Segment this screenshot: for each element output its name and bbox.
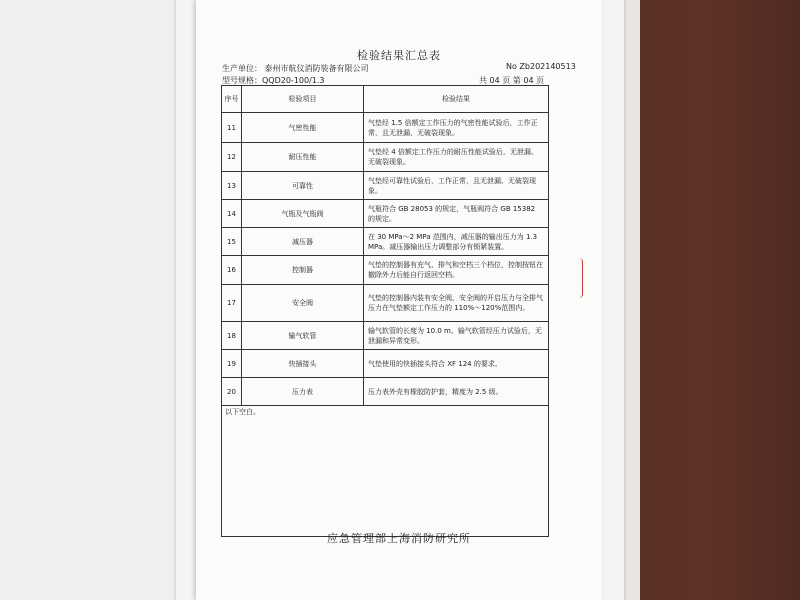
issuing-organization: 应急管理部上海消防研究所 bbox=[327, 532, 471, 545]
row-item: 减压器 bbox=[242, 228, 364, 255]
row-result: 气垫使用的快插接头符合 XF 124 的要求。 bbox=[368, 359, 502, 368]
row-item: 安全阀 bbox=[242, 285, 364, 321]
row-result: 气垫经 4 倍额定工作压力的耐压性能试验后，无泄漏、无破裂现象。 bbox=[368, 148, 538, 166]
page-count: 共 04 页 第 04 页 bbox=[479, 76, 545, 85]
producer-line: 生产单位： 泰州市航仪消防装备有限公司 bbox=[222, 64, 369, 73]
row-result: 在 30 MPa～2 MPa 范围内，减压器的输出压力为 1.3 MPa。减压器输出压力调整部分有锁紧装置。 bbox=[368, 232, 538, 251]
report-number: No Zb202140513 bbox=[506, 62, 576, 71]
table-row bbox=[222, 256, 548, 285]
red-ink-mark bbox=[579, 258, 583, 298]
row-number: 20 bbox=[222, 378, 242, 405]
row-number: 11 bbox=[222, 113, 242, 142]
row-item: 控制器 bbox=[242, 256, 364, 284]
row-result: 气垫的控制器内装有安全阀，安全阀的开启压力与全排气压力在气垫额定工作压力的 110%～120%范围内。 bbox=[368, 294, 543, 312]
table-row bbox=[222, 378, 548, 406]
model-line: 型号规格：QQD20-100/1.3 bbox=[222, 76, 325, 85]
background-left bbox=[0, 0, 182, 600]
table-row bbox=[222, 143, 548, 172]
blank-below-note: 以下空白。 bbox=[225, 408, 260, 416]
header-result: 检验结果 bbox=[442, 95, 470, 103]
row-result: 压力表外壳有橡胶防护套，精度为 2.5 级。 bbox=[368, 387, 503, 396]
row-number: 16 bbox=[222, 256, 242, 284]
table-row bbox=[222, 228, 548, 256]
row-number: 15 bbox=[222, 228, 242, 255]
row-result: 输气软管的长度为 10.0 m。输气软管经压力试验后，无泄漏和异常变形。 bbox=[368, 326, 542, 345]
table-row bbox=[222, 200, 548, 228]
table-row bbox=[222, 285, 548, 322]
header-index: 序号 bbox=[222, 86, 242, 112]
row-item: 耐压性能 bbox=[242, 143, 364, 171]
row-number: 18 bbox=[222, 322, 242, 349]
row-result: 气瓶符合 GB 28053 的规定，气瓶阀符合 GB 15382 的规定。 bbox=[368, 204, 536, 223]
row-number: 14 bbox=[222, 200, 242, 227]
row-number: 12 bbox=[222, 143, 242, 171]
table-row bbox=[222, 350, 548, 378]
row-item: 气密性能 bbox=[242, 113, 364, 142]
row-result: 气垫经 1.5 倍额定工作压力的气密性能试验后，工作正常，且无泄漏、无破裂现象。 bbox=[368, 118, 538, 137]
row-item: 可靠性 bbox=[242, 172, 364, 199]
row-item: 气瓶及气瓶阀 bbox=[242, 200, 364, 227]
row-item: 输气软管 bbox=[242, 322, 364, 349]
table-row bbox=[222, 172, 548, 200]
row-number: 13 bbox=[222, 172, 242, 199]
row-item: 压力表 bbox=[242, 378, 364, 405]
document-title: 检验结果汇总表 bbox=[357, 49, 441, 62]
row-item: 快插接头 bbox=[242, 350, 364, 377]
row-result: 气垫的控制器有充气、排气和空档三个档位，控制按钮在撤除外力后能自行返回空档。 bbox=[368, 261, 543, 279]
header-item: 检验项目 bbox=[242, 86, 364, 112]
table-row bbox=[222, 113, 548, 143]
table-header-row bbox=[222, 86, 548, 113]
row-result: 气垫经可靠性试验后，工作正常，且无泄漏、无破裂现象。 bbox=[368, 176, 536, 195]
row-number: 17 bbox=[222, 285, 242, 321]
table-surface bbox=[640, 0, 800, 600]
row-number: 19 bbox=[222, 350, 242, 377]
table-row bbox=[222, 322, 548, 350]
results-table bbox=[221, 85, 549, 537]
